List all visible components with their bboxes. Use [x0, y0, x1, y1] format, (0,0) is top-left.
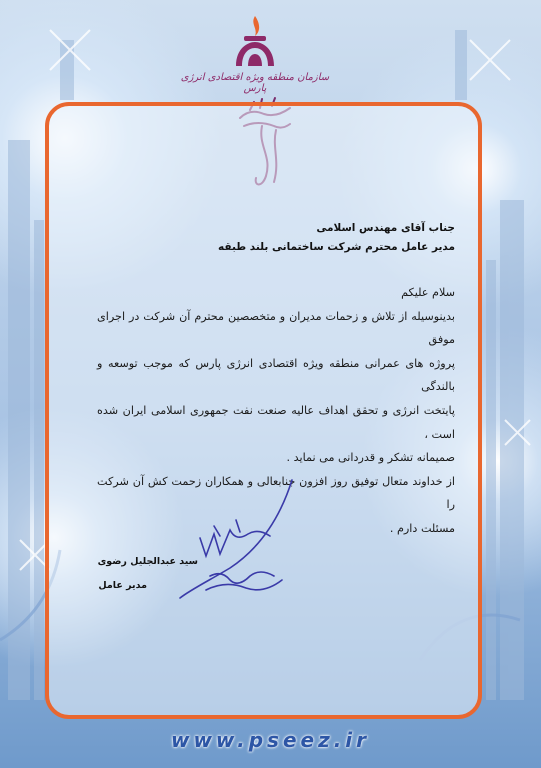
greeting: سلام علیکم [401, 286, 455, 299]
body-line: بدینوسیله از تلاش و زحمات مدیران و متخصصین محترم آن شرکت در اجرای موفق [97, 309, 455, 347]
organization-logo [230, 14, 280, 72]
body-line: پروژه های عمرانی منطقه ویژه اقتصادی انرژی پارس که موجب توسعه و بالندگی [97, 356, 455, 394]
recipient-title: مدیر عامل محترم شرکت ساختمانی بلند طبقه [218, 241, 455, 253]
handwritten-signature [170, 478, 310, 618]
signer-name: سید عبدالجلیل رضوی [97, 556, 198, 567]
recipient-name: جناب آقای مهندس اسلامی [316, 222, 455, 234]
body-line: صمیمانه تشکر و قدردانی می نماید . [286, 451, 455, 465]
organization-name: سازمان منطقه ویژه اقتصادی انرژی پارس [180, 72, 330, 94]
signer-title: مدیر عامل [98, 580, 147, 591]
body-line: از خداوند متعال توفیق روز افزون جنابعالی و همکاران زحمت کش آن شرکت را [97, 474, 455, 512]
body-line: مسئلت دارم . [389, 521, 455, 535]
website-url[interactable]: www.pseez.ir [170, 728, 371, 752]
body-line: پایتخت انرژی و تحقق اهداف عالیه صنعت نفت جمهوری اسلامی ایران شده است ، [97, 403, 455, 441]
